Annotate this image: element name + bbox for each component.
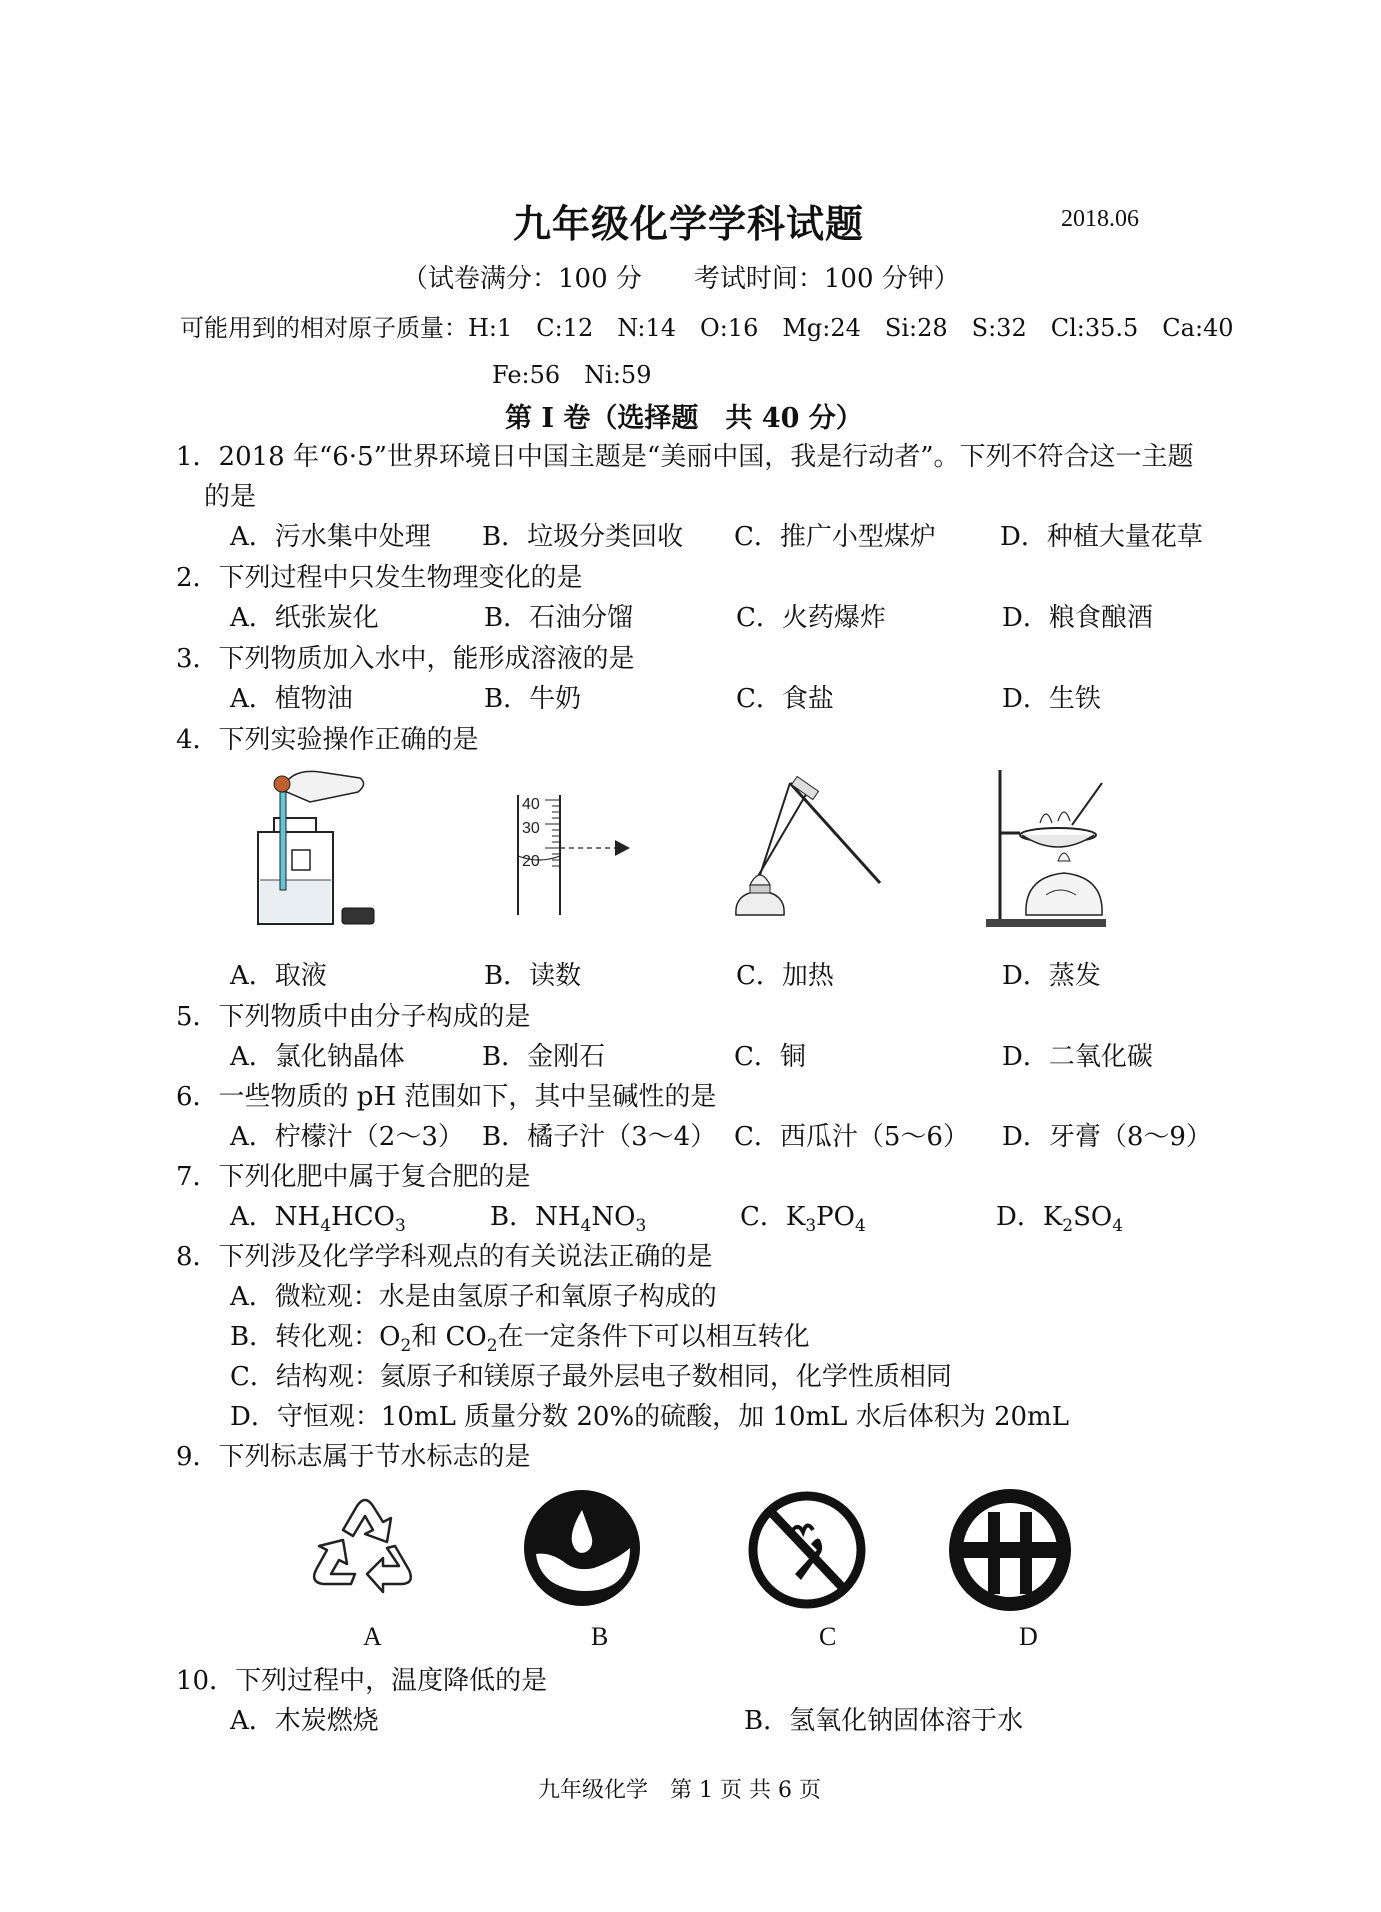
- q7-option-b: B．$NH_4NO_3$: [490, 1202, 647, 1237]
- question-6-stem: 6．一些物质的 pH 范围如下，其中呈碱性的是: [176, 1082, 717, 1112]
- q3-option-b: B．牛奶: [484, 684, 582, 714]
- q9-label-a: A: [363, 1622, 382, 1651]
- evaporation-illustration: [980, 765, 1130, 930]
- q4-option-c: C．加热: [736, 961, 834, 991]
- q3-option-d: D．生铁: [1002, 684, 1101, 714]
- exam-subtitle: （试卷满分：100 分 考试时间：100 分钟）: [402, 264, 960, 294]
- q4-option-d: D．蒸发: [1002, 961, 1101, 991]
- question-1-stem: 1．2018 年“6·5”世界环境日中国主题是“美丽中国，我是行动者”。下列不符合这一主题: [176, 442, 1194, 472]
- water-saving-icon: [520, 1488, 644, 1608]
- q2-option-d: D．粮食酿酒: [1002, 603, 1153, 633]
- exam-date: 2018.06: [1061, 206, 1139, 232]
- recycle-icon: [305, 1488, 425, 1603]
- tick-label-20: 20: [522, 853, 540, 870]
- tick-label-40: 40: [522, 796, 540, 813]
- q2-option-b: B．石油分馏: [484, 603, 634, 633]
- q5-option-d: D．二氧化碳: [1002, 1042, 1153, 1072]
- q9-label-d: D: [1019, 1622, 1038, 1651]
- cylinder-reading-illustration: [500, 790, 650, 920]
- page-title: 九年级化学学科试题: [513, 201, 865, 246]
- question-9-stem: 9．下列标志属于节水标志的是: [176, 1442, 531, 1472]
- dropper-bottle-illustration: [250, 760, 380, 930]
- heating-illustration: [730, 775, 890, 925]
- atomic-mass-line-2: Fe:56 Ni:59: [492, 361, 652, 389]
- q6-option-c: C．西瓜汁（5～6）: [734, 1122, 969, 1152]
- q9-label-b: B: [591, 1622, 609, 1651]
- q3-option-c: C．食盐: [736, 684, 834, 714]
- q7-option-c: C．$K_3PO_4$: [740, 1202, 866, 1237]
- q3-option-a: A．植物油: [230, 684, 353, 714]
- question-8-stem: 8．下列涉及化学学科观点的有关说法正确的是: [176, 1242, 713, 1272]
- q9-label-c: C: [819, 1622, 837, 1651]
- q2-option-a: A．纸张炭化: [230, 603, 379, 633]
- q8-option-a: A．微粒观：水是由氢原子和氧原子构成的: [230, 1282, 717, 1312]
- atomic-mass-line-1: 可能用到的相对原子质量：H:1 C:12 N:14 O:16 Mg:24 Si:28 S:32 Cl:35.5 Ca:40: [180, 314, 1234, 342]
- q6-option-b: B．橘子汁（3～4）: [482, 1122, 717, 1152]
- question-4-stem: 4．下列实验操作正确的是: [176, 725, 479, 755]
- q1-option-a: A．污水集中处理: [230, 522, 431, 552]
- question-5-stem: 5．下列物质中由分子构成的是: [176, 1002, 531, 1032]
- q1-option-c: C．推广小型煤炉: [734, 522, 936, 552]
- question-10-stem: 10．下列过程中，温度降低的是: [176, 1666, 548, 1696]
- question-2-stem: 2．下列过程中只发生物理变化的是: [176, 563, 583, 593]
- q7-option-a: A．$NH_4HCO_3$: [230, 1202, 406, 1237]
- q10-option-b: B．氢氧化钠固体溶于水: [744, 1706, 1024, 1736]
- q5-option-c: C．铜: [734, 1042, 806, 1072]
- question-1-stem-cont: 的是: [204, 482, 257, 512]
- q6-option-d: D．牙膏（8～9）: [1002, 1122, 1212, 1152]
- railway-logo-icon: [950, 1490, 1070, 1610]
- q5-option-b: B．金刚石: [482, 1042, 606, 1072]
- question-7-stem: 7．下列化肥中属于复合肥的是: [176, 1162, 531, 1192]
- page-footer: 九年级化学 第 1 页 共 6 页: [538, 1778, 821, 1803]
- q6-option-a: A．柠檬汁（2～3）: [230, 1122, 464, 1152]
- q10-option-a: A．木炭燃烧: [230, 1706, 379, 1736]
- q7-option-d: D．$K_2SO_4$: [996, 1202, 1124, 1237]
- q2-option-c: C．火药爆炸: [736, 603, 886, 633]
- section-title: 第 I 卷（选择题 共 40 分）: [505, 403, 863, 434]
- q5-option-a: A．氯化钠晶体: [230, 1042, 405, 1072]
- q1-option-b: B．垃圾分类回收: [482, 522, 684, 552]
- q4-option-a: A．取液: [230, 961, 327, 991]
- q4-option-b: B．读数: [484, 961, 582, 991]
- q1-option-d: D．种植大量花草: [1000, 522, 1203, 552]
- no-fire-icon: [745, 1490, 869, 1610]
- question-3-stem: 3．下列物质加入水中，能形成溶液的是: [176, 644, 635, 674]
- q8-option-d: D．守恒观：10mL 质量分数 20%的硫酸，加 10mL 水后体积为 20mL: [230, 1402, 1069, 1432]
- q8-option-b: B．转化观：$O_2$和 $CO_2$在一定条件下可以相互转化: [230, 1322, 810, 1357]
- tick-label-30: 30: [522, 820, 540, 837]
- q8-option-c: C．结构观：氦原子和镁原子最外层电子数相同，化学性质相同: [230, 1362, 952, 1392]
